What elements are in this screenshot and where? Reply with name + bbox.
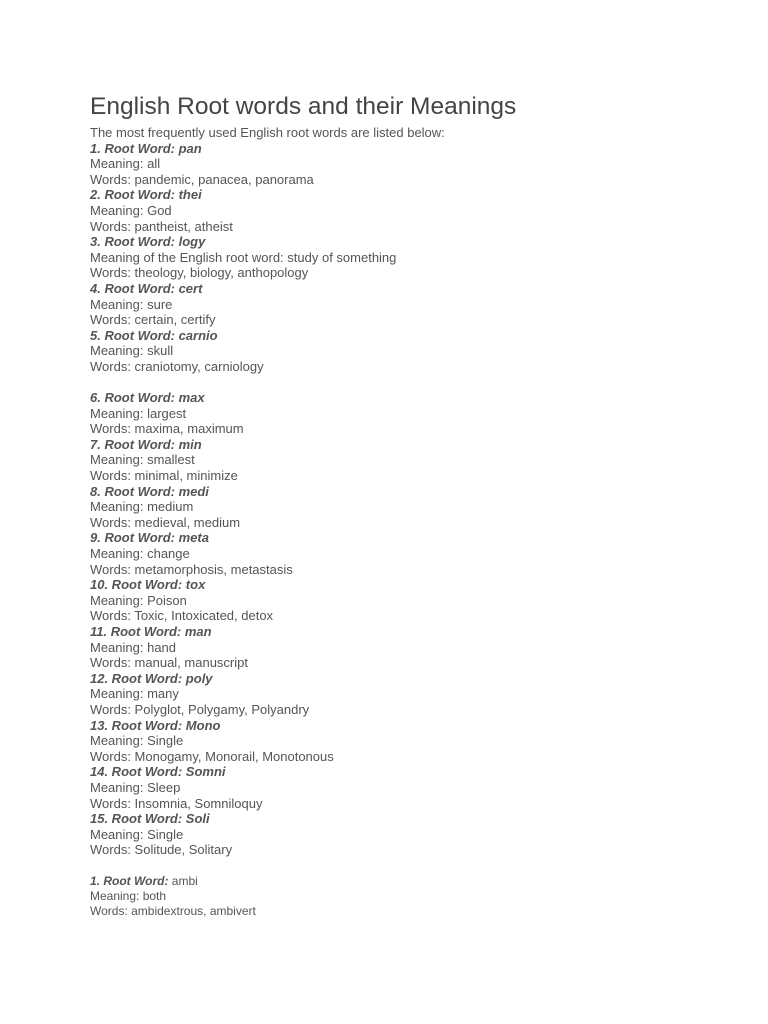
- blank-line: [90, 858, 730, 874]
- entry-12-meaning: Meaning: many: [90, 686, 179, 702]
- second-list-heading-value: ambi: [168, 873, 198, 888]
- entry-12-words: Words: Polyglot, Polygamy, Polyandry: [90, 701, 310, 717]
- entry-3-heading: 3. Root Word: logy: [90, 234, 206, 250]
- blank-line: [90, 375, 730, 391]
- page-title: English Root words and their Meanings: [90, 93, 517, 120]
- intro-text: The most frequently used English root words are listed below:: [90, 125, 445, 140]
- entry-1-words: Words: pandemic, panacea, panorama: [90, 171, 314, 187]
- entry-8-heading: 8. Root Word: medi: [90, 483, 209, 499]
- entry-13-words: Words: Monogamy, Monorail, Monotonous: [90, 748, 334, 764]
- entry-10-meaning: Meaning: Poison: [90, 592, 187, 608]
- second-list-heading: [90, 874, 730, 889]
- entry-14-words: Words: Insomnia, Somniloquy: [90, 795, 263, 811]
- entry-4-words: Words: certain, certify: [90, 312, 216, 328]
- entry-5-words: Words: craniotomy, carniology: [90, 358, 264, 374]
- entry-6-meaning: Meaning: largest: [90, 405, 187, 421]
- entry-14-meaning: Meaning: Sleep: [90, 779, 181, 795]
- entry-6-heading: 6. Root Word: max: [90, 390, 205, 406]
- entry-9-meaning: Meaning: change: [90, 546, 190, 562]
- entry-3-meaning: Meaning of the English root word: study of something: [90, 249, 397, 265]
- second-list-words: Words: ambidextrous, ambivert: [90, 903, 256, 918]
- entry-7-meaning: Meaning: smallest: [90, 452, 195, 468]
- entry-11-meaning: Meaning: hand: [90, 639, 177, 655]
- entry-15-words: Words: Solitude, Solitary: [90, 842, 233, 858]
- entry-13-meaning: Meaning: Single: [90, 733, 184, 749]
- second-list-meaning: Meaning: both: [90, 888, 167, 903]
- entry-4-heading: 4. Root Word: cert: [90, 280, 203, 296]
- entry-15-meaning: Meaning: Single: [90, 826, 184, 842]
- entry-3-words: Words: theology, biology, anthopology: [90, 265, 309, 281]
- entry-5-meaning: Meaning: skull: [90, 343, 174, 359]
- entry-13-heading: 13. Root Word: Mono: [90, 717, 221, 733]
- entry-1-meaning: Meaning: all: [90, 156, 161, 172]
- document-body: [90, 92, 730, 919]
- entry-7-heading: 7. Root Word: min: [90, 436, 202, 452]
- entry-1-heading: 1. Root Word: pan: [90, 140, 202, 156]
- entry-6-words: Words: maxima, maximum: [90, 421, 244, 437]
- root-word-list: [90, 141, 730, 920]
- entry-14-heading: 14. Root Word: Somni: [90, 764, 226, 780]
- entry-15-heading: 15. Root Word: Soli: [90, 811, 210, 827]
- entry-11-heading: 11. Root Word: man: [90, 624, 212, 639]
- entry-11-words: Words: manual, manuscript: [90, 655, 248, 671]
- entry-10-words: Words: Toxic, Intoxicated, detox: [90, 608, 274, 624]
- entry-10-heading: 10. Root Word: tox: [90, 577, 206, 593]
- entry-4-meaning: Meaning: sure: [90, 296, 173, 312]
- entry-9-words: Words: metamorphosis, metastasis: [90, 561, 293, 577]
- entry-9-heading: 9. Root Word: meta: [90, 530, 209, 546]
- entry-12-heading: 12. Root Word: poly: [90, 670, 213, 686]
- entry-8-words: Words: medieval, medium: [90, 514, 241, 530]
- entry-8-meaning: Meaning: medium: [90, 499, 194, 515]
- entry-2-words: Words: pantheist, atheist: [90, 218, 233, 234]
- entry-2-heading: 2. Root Word: thei: [90, 187, 202, 203]
- entry-7-words: Words: minimal, minimize: [90, 468, 238, 484]
- entry-2-meaning: Meaning: God: [90, 202, 172, 218]
- second-list-heading-label: 1. Root Word:: [90, 873, 169, 888]
- entry-5-heading: 5. Root Word: carnio: [90, 327, 218, 343]
